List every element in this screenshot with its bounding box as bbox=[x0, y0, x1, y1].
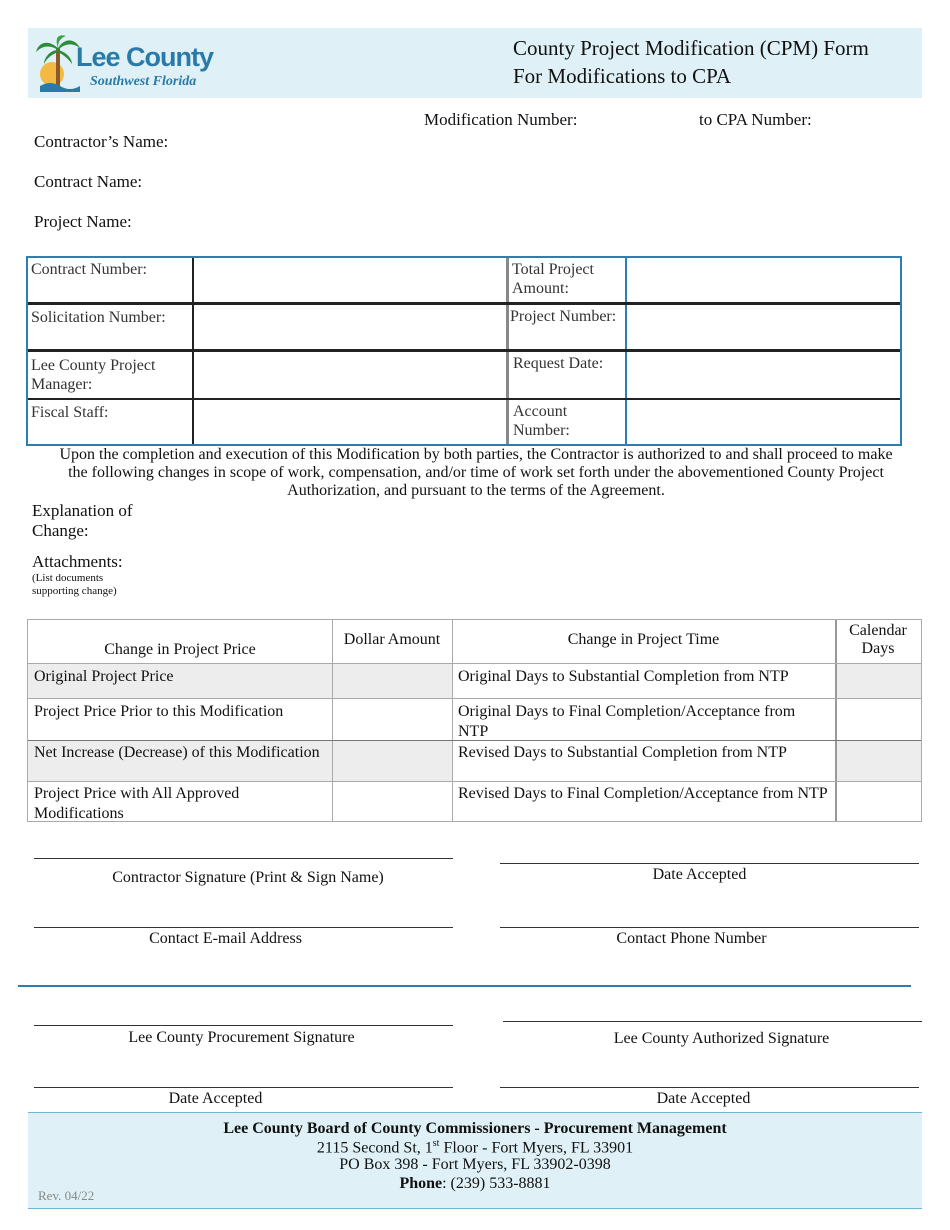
procurement-signature-label: Lee County Procurement Signature bbox=[128, 1029, 355, 1046]
authorized-signature-line[interactable] bbox=[503, 1021, 922, 1022]
dollar-amount-field[interactable] bbox=[333, 699, 452, 740]
date-accepted-label: Date Accepted bbox=[168, 1090, 263, 1107]
logo-text: Lee County bbox=[76, 42, 214, 72]
row-time-label: Original Days to Substantial Completion from NTP bbox=[458, 668, 789, 685]
contractor-name-label: Contractor’s Name: bbox=[34, 132, 169, 151]
account-number-field[interactable] bbox=[627, 400, 900, 444]
address-part: Floor - Fort Myers, FL 33901 bbox=[439, 1139, 634, 1157]
change-table bbox=[27, 619, 922, 822]
project-manager-field[interactable] bbox=[194, 352, 506, 398]
section-divider bbox=[18, 985, 911, 987]
request-date-label: Request Date: bbox=[513, 355, 604, 372]
form-title: County Project Modification (CPM) Form bbox=[513, 36, 869, 60]
dollar-amount-field[interactable] bbox=[333, 664, 452, 698]
dollar-amount-field[interactable] bbox=[333, 741, 452, 781]
header-dollar-amount: Dollar Amount bbox=[343, 631, 441, 648]
cpa-number-label: to CPA Number: bbox=[699, 110, 812, 129]
row-time-label: Original Days to Final Completion/Acceptance from NTP bbox=[458, 703, 796, 740]
header-calendar-days: Calendar Days bbox=[849, 622, 907, 657]
row-price-label: Net Increase (Decrease) of this Modification bbox=[34, 744, 320, 761]
explanation-label: Explanation of Change: bbox=[32, 501, 133, 540]
footer-org: Lee County Board of County Commissioners - Procurement Management bbox=[223, 1120, 727, 1137]
palm-tree-icon bbox=[36, 34, 80, 94]
date-accepted-line[interactable] bbox=[500, 1087, 919, 1088]
lee-county-logo bbox=[36, 34, 216, 94]
row-time-label: Revised Days to Substantial Completion from NTP bbox=[458, 744, 787, 761]
attachments-label: Attachments: bbox=[32, 552, 123, 571]
project-manager-label: Lee County Project Manager: bbox=[31, 357, 156, 393]
calendar-days-field[interactable] bbox=[837, 782, 921, 821]
project-number-field[interactable] bbox=[627, 305, 900, 349]
authorized-signature-label: Lee County Authorized Signature bbox=[613, 1030, 830, 1047]
calendar-days-field[interactable] bbox=[837, 741, 921, 781]
total-project-amount-field[interactable] bbox=[627, 258, 900, 302]
row-price-label: Project Price Prior to this Modification bbox=[34, 703, 284, 720]
phone-label: Phone bbox=[399, 1175, 443, 1192]
solicitation-number-label: Solicitation Number: bbox=[31, 309, 166, 326]
contract-number-field[interactable] bbox=[194, 258, 506, 302]
dollar-amount-field[interactable] bbox=[333, 782, 452, 821]
address-sup: st bbox=[432, 1138, 440, 1149]
total-project-amount-label: Total Project Amount: bbox=[512, 261, 594, 297]
revision-label: Rev. 04/22 bbox=[38, 1188, 95, 1203]
form-subtitle: For Modifications to CPA bbox=[513, 64, 731, 88]
solicitation-number-field[interactable] bbox=[194, 305, 506, 349]
contact-email-label: Contact E-mail Address bbox=[149, 930, 302, 947]
project-info-table bbox=[26, 256, 902, 446]
contractor-signature-line[interactable] bbox=[34, 858, 453, 859]
phone-value: : (239) 533-8881 bbox=[442, 1175, 551, 1192]
contract-name-label: Contract Name: bbox=[34, 172, 143, 191]
row-price-label: Project Price with All Approved Modifications bbox=[34, 785, 240, 822]
account-number-label: Account Number: bbox=[513, 403, 570, 439]
contractor-signature-label: Contractor Signature (Print & Sign Name) bbox=[112, 869, 384, 886]
row-divider bbox=[28, 663, 921, 664]
row-time-label: Revised Days to Final Completion/Acceptance from NTP bbox=[458, 785, 828, 802]
date-accepted-label: Date Accepted bbox=[652, 866, 747, 883]
procurement-signature-line[interactable] bbox=[34, 1025, 453, 1026]
date-accepted-line[interactable] bbox=[34, 1087, 453, 1088]
fiscal-staff-label: Fiscal Staff: bbox=[31, 404, 109, 421]
calendar-days-field[interactable] bbox=[837, 699, 921, 740]
row-price-label: Original Project Price bbox=[34, 668, 174, 685]
calendar-days-field[interactable] bbox=[837, 664, 921, 698]
project-number-label: Project Number: bbox=[510, 308, 617, 325]
fiscal-staff-field[interactable] bbox=[194, 400, 506, 444]
project-name-label: Project Name: bbox=[34, 212, 132, 231]
authorization-text: Upon the completion and execution of this Modification by both parties, the Contractor is authorized to and shall proceed to make the following changes in scope of work, compensation, and/or time of work set forth under the abovementioned County Project Authorization, and pursuant to the terms of the Agreement. bbox=[59, 446, 893, 499]
footer bbox=[28, 1112, 922, 1209]
contact-email-line[interactable] bbox=[34, 927, 453, 928]
footer-address bbox=[28, 1138, 922, 1157]
contact-phone-label: Contact Phone Number bbox=[616, 930, 767, 947]
row-divider bbox=[28, 698, 921, 699]
footer-po-box: PO Box 398 - Fort Myers, FL 33902-0398 bbox=[339, 1156, 611, 1173]
contract-number-label: Contract Number: bbox=[31, 261, 147, 278]
date-accepted-label: Date Accepted bbox=[656, 1090, 751, 1107]
attachments-note: (List documents supporting change) bbox=[32, 572, 117, 597]
header-time: Change in Project Time bbox=[567, 631, 720, 648]
request-date-field[interactable] bbox=[627, 352, 900, 398]
contact-phone-line[interactable] bbox=[500, 927, 919, 928]
header-price: Change in Project Price bbox=[104, 641, 256, 658]
modification-number-label: Modification Number: bbox=[424, 110, 578, 129]
logo-subtext: Southwest Florida bbox=[90, 74, 197, 89]
date-accepted-line[interactable] bbox=[500, 863, 919, 864]
footer-phone bbox=[28, 1175, 922, 1193]
address-part: 2115 Second St, 1 bbox=[316, 1139, 433, 1157]
